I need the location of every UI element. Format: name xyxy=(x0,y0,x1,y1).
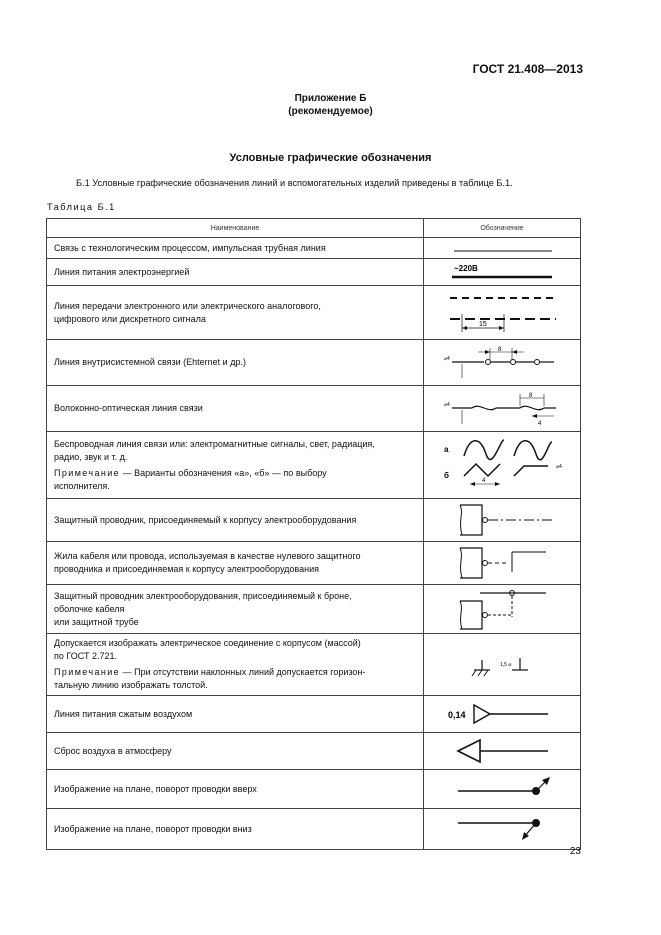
symbols-table xyxy=(46,218,581,850)
symbol-armor-conductor xyxy=(424,585,581,634)
appendix-heading xyxy=(0,92,661,118)
symbol-label: 8 xyxy=(498,347,502,353)
symbol-ethernet-line xyxy=(424,340,581,386)
symbol-label: 4 xyxy=(482,478,486,484)
table-row xyxy=(47,499,581,542)
table-row xyxy=(47,238,581,259)
symbol-compressed-air-line xyxy=(424,696,581,733)
table-row xyxy=(47,770,581,809)
row-name: Допускается изображать электрическое соединение с корпусом (массой) по ГОСТ 2.721. Примечание — При отсутствии наклонных линий допускается горизон- тальную линию изображать толстой. xyxy=(47,634,424,696)
row-name: Изображение на плане, поворот проводки вниз xyxy=(47,809,424,850)
symbol-label: ~220В xyxy=(454,264,478,273)
symbol-turn-down xyxy=(424,809,581,850)
symbol-signal-line xyxy=(424,286,581,340)
symbol-label: 1,5 ⌀ xyxy=(500,662,512,668)
symbol-fiber-optic-line xyxy=(424,386,581,432)
symbol-label: ⌀4 xyxy=(556,464,562,470)
note-label: Примечание xyxy=(54,667,121,677)
symbol-wireless-line xyxy=(424,432,581,499)
symbol-label: 4 xyxy=(538,421,542,427)
row-name: Сброс воздуха в атмосферу xyxy=(47,733,424,770)
symbol-label: б xyxy=(444,471,449,480)
symbol-air-exhaust xyxy=(424,733,581,770)
section-title: Условные графические обозначения xyxy=(229,152,432,164)
column-header-symbol: Обозначение xyxy=(424,219,581,238)
table-row xyxy=(47,386,581,432)
symbol-label: 8 xyxy=(529,393,533,399)
symbol-turn-up xyxy=(424,770,581,809)
note-text: — При отсутствии наклонных линий допускается горизон- xyxy=(122,667,366,677)
symbol-chassis-ground xyxy=(424,634,581,696)
row-name: Изображение на плане, поворот проводки вверх xyxy=(47,770,424,809)
column-header-name: Наименование xyxy=(47,219,424,238)
symbol-neutral-conductor xyxy=(424,542,581,585)
symbol-protective-conductor xyxy=(424,499,581,542)
table-row xyxy=(47,286,581,340)
row-name: Защитный проводник электрооборудования, присоединяемый к броне, оболочке кабеля или защитной трубе xyxy=(47,585,424,634)
table-row xyxy=(47,340,581,386)
table-row xyxy=(47,432,581,499)
row-name: Линия питания сжатым воздухом xyxy=(47,696,424,733)
table-header-row xyxy=(47,219,581,238)
row-name: Линия передачи электронного или электрического аналогового, цифрового или дискретного сигнала xyxy=(47,286,424,340)
symbol-label: ⌀4 xyxy=(444,402,450,408)
symbol-power-line xyxy=(424,259,581,286)
table-row xyxy=(47,696,581,733)
symbol-process-line xyxy=(424,238,581,259)
table-row xyxy=(47,585,581,634)
row-name: Беспроводная линия связи или: электромагнитные сигналы, свет, радиация, радио, звук и т. д. Примечание — Варианты обозначения «а», «б» — по выбору исполнителя. xyxy=(47,432,424,499)
note-label: Примечание xyxy=(54,467,121,478)
row-name: Линия питания электроэнергией xyxy=(47,259,424,286)
symbol-label: ⌀4 xyxy=(444,356,450,362)
row-name: Линия внутрисистемной связи (Ehternet и др.) xyxy=(47,340,424,386)
symbol-label: а xyxy=(444,445,449,454)
document-code: ГОСТ 21.408—2013 xyxy=(472,62,583,76)
intro-paragraph: Б.1 Условные графические обозначения линий и вспомогательных изделий приведены в таблице Б.1. xyxy=(76,178,513,188)
table-row xyxy=(47,733,581,770)
row-name: Защитный проводник, присоединяемый к корпусу электрооборудования xyxy=(47,499,424,542)
table-row xyxy=(47,809,581,850)
row-name: Жила кабеля или провода, используемая в качестве нулевого защитного проводника и присоединяемая к корпусу электрооборудования xyxy=(47,542,424,585)
note-text: — Варианты обозначения «а», «б» — по выбору xyxy=(122,467,327,478)
symbol-label: 15 xyxy=(479,321,487,328)
symbol-label: 0,14 xyxy=(448,710,466,720)
row-name: Волоконно-оптическая линия связи xyxy=(47,386,424,432)
page-number: 23 xyxy=(569,846,581,857)
appendix-title: Приложение Б xyxy=(294,93,367,104)
row-name: Связь с технологическим процессом, импульсная трубная линия xyxy=(47,238,424,259)
table-row xyxy=(47,542,581,585)
table-caption: Таблица Б.1 xyxy=(47,202,116,212)
appendix-subtitle: (рекомендуемое) xyxy=(288,106,373,117)
table-row xyxy=(47,634,581,696)
table-row xyxy=(47,259,581,286)
